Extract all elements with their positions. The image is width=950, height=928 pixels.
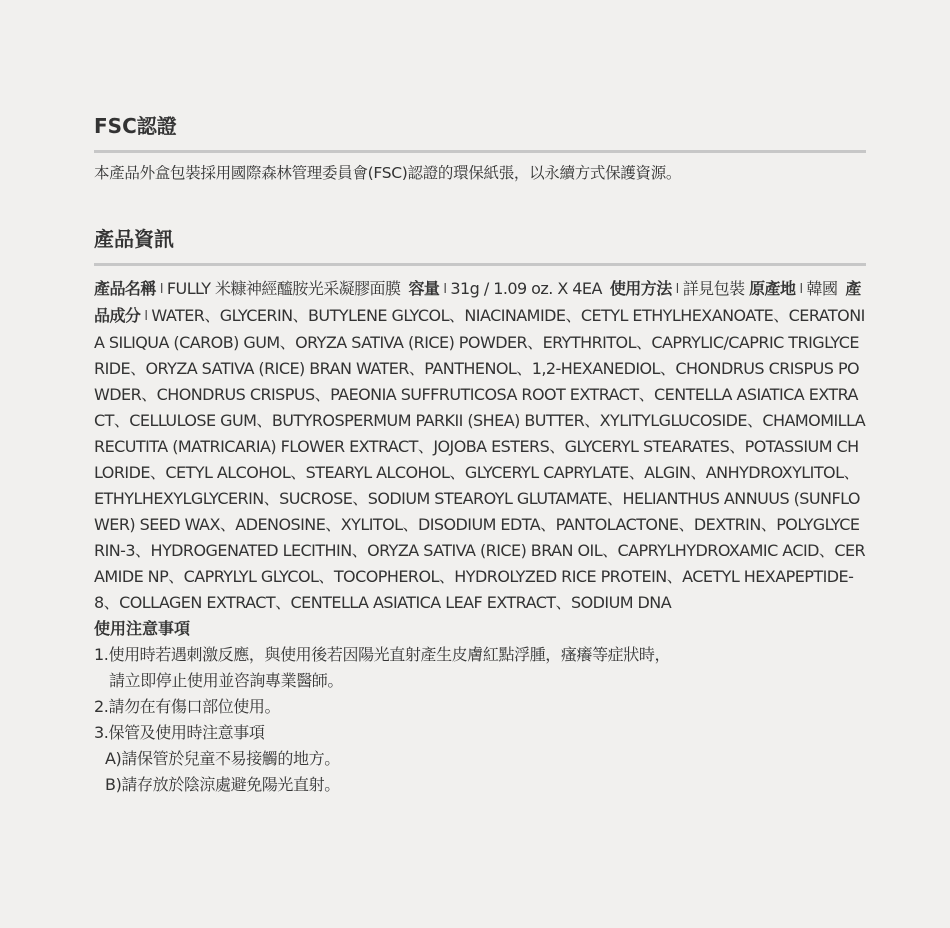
product-info-section: [94, 223, 866, 798]
capacity-label: 容量: [408, 279, 440, 298]
usage-notes: [94, 616, 866, 798]
separator: l: [675, 282, 679, 297]
page-content: [94, 110, 866, 798]
product-name-label: 產品名稱: [94, 279, 156, 298]
usage-title: 使用注意事項: [94, 619, 191, 638]
usage-line: 請立即停止使用並咨詢專業醫師。: [109, 671, 344, 690]
separator: l: [443, 282, 447, 297]
ingredients-label: 產品成分: [94, 279, 861, 325]
fsc-section: [94, 110, 866, 183]
fsc-divider: [94, 150, 866, 153]
product-name-value: FULLY 米糠神經醯胺光采凝膠面膜: [166, 279, 401, 298]
usage-line: 3.保管及使用時注意事項: [94, 723, 265, 742]
method-value: 詳見包裝: [682, 279, 745, 298]
product-info-divider: [94, 263, 866, 266]
method-label: 使用方法: [609, 279, 672, 298]
origin-value: 韓國: [806, 279, 838, 298]
fsc-text: 本產品外盒包裝採用國際森林管理委員會(FSC)認證的環保紙張，以永續方式保護資源。: [94, 164, 682, 182]
capacity-value: 31g / 1.09 oz. X 4EA: [450, 279, 602, 298]
usage-line: 1.使用時若遇刺激反應，與使用後若因陽光直射產生皮膚紅點浮腫，瘙癢等症狀時，: [94, 645, 671, 664]
ingredients-value: WATER、GLYCERIN、BUTYLENE GLYCOL、NIACINAMIDE、CETYL ETHYLHEXANOATE、CERATONIA SILIQUA (CAROB) GUM、ORYZA SATIVA (RICE) POWDER、ERYTHRITOL、CAPRYLIC/CAPRIC TRIGLYCERIDE、ORYZA SATIVA (RICE) BRAN WATER、PANTHENOL、1,2-HEXANEDIOL、CHONDRUS CRISPUS POWDER、CHONDRUS CRISPUS、PAEONIA SUFFRUTICOSA ROOT EXTRACT、CENTELLA ASIATICA EXTRACT、CELLULOSE GUM、BUTYROSPERMUM PARKII (SHEA) BUTTER、XYLITYLGLUCOSIDE、CHAMOMILLA RECUTITA (MATRICARIA) FLOWER EXTRACT、JOJOBA ESTERS、GLYCERYL STEARATES、POTASSIUM CHLORIDE、CETYL ALCOHOL、STEARYL ALCOHOL、GLYCERYL CAPRYLATE、ALGIN、ANHYDROXYLITOL、ETHYLHEXYLGLYCERIN、SUCROSE、SODIUM STEAROYL GLUTAMATE、HELIANTHUS ANNUUS (SUNFLOWER) SEED WAX、ADENOSINE、XYLITOL、DISODIUM EDTA、PANTOLACTONE、DEXTRIN、POLYGLYCERIN-3、HYDROGENATED LECITHIN、ORYZA SATIVA (RICE) BRAN OIL、CAPRYLHYDROXAMIC ACID、CERAMIDE NP、CAPRYLYL GLYCOL、TOCOPHEROL、HYDROLYZED RICE PROTEIN、ACETYL HEXAPEPTIDE-8、COLLAGEN EXTRACT、CENTELLA ASIATICA LEAF EXTRACT、SODIUM DNA: [94, 306, 866, 612]
separator: l: [159, 282, 163, 297]
separator: l: [144, 309, 148, 324]
product-info-body: [94, 276, 866, 616]
usage-line: A)請保管於兒童不易接觸的地方。: [105, 749, 340, 768]
origin-label: 原產地: [749, 279, 796, 298]
fsc-title: FSC認證: [94, 114, 177, 138]
usage-line: 2.請勿在有傷口部位使用。: [94, 697, 281, 716]
separator: l: [799, 282, 803, 297]
product-info-title: 產品資訊: [94, 227, 174, 251]
usage-line: B)請存放於陰涼處避免陽光直射。: [105, 775, 340, 794]
